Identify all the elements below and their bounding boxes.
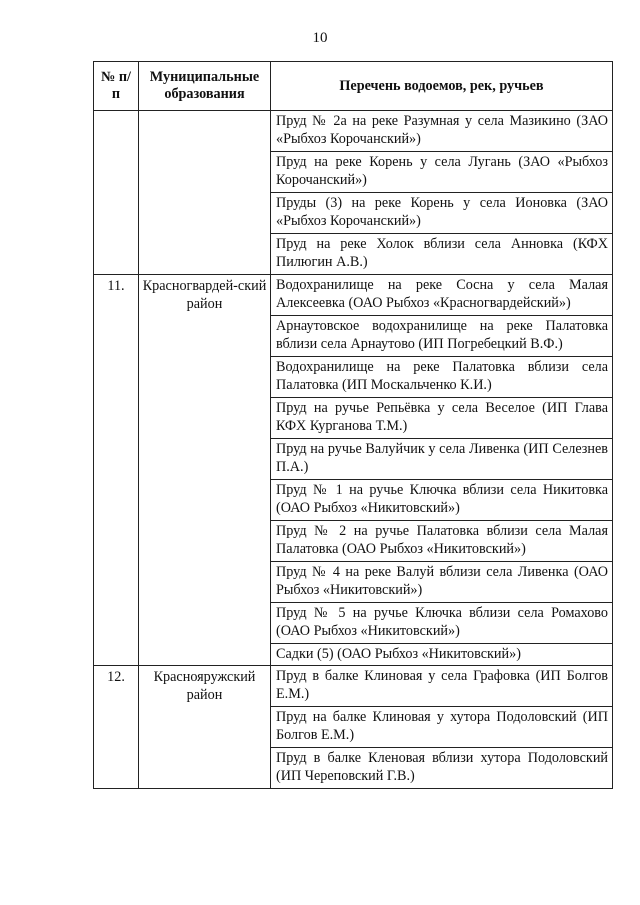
row-number: 12. <box>94 666 139 789</box>
row-number <box>94 111 139 275</box>
header-num: № п/п <box>94 62 139 111</box>
header-list: Перечень водоемов, рек, ручьев <box>271 62 613 111</box>
municipality-name <box>139 111 271 275</box>
water-body-entry: Водохранилище на реке Сосна у села Малая Алексеевка (ОАО Рыбхоз «Красногвардейский») <box>271 275 613 316</box>
water-body-entry: Пруд на ручье Репьёвка у села Веселое (ИП Глава КФХ Курганова Т.М.) <box>271 398 613 439</box>
table-row <box>94 111 613 152</box>
municipality-name: Краснояружский район <box>139 666 271 789</box>
water-body-entry: Садки (5) (ОАО Рыбхоз «Никитовский») <box>271 644 613 666</box>
table-row <box>94 275 613 316</box>
water-body-entry: Пруд на ручье Валуйчик у села Ливенка (ИП Селезнев П.А.) <box>271 439 613 480</box>
water-body-entry: Арнаутовское водохранилище на реке Палатовка вблизи села Арнаутово (ИП Погребецкий В.Ф.) <box>271 316 613 357</box>
table-header-row <box>94 62 613 111</box>
table-body <box>94 111 613 789</box>
water-body-entry: Пруд № 5 на ручье Ключка вблизи села Ромахово (ОАО Рыбхоз «Никитовский») <box>271 603 613 644</box>
municipality-name: Красногвардей-ский район <box>139 275 271 666</box>
water-body-entry: Пруд на реке Корень у села Лугань (ЗАО «Рыбхоз Корочанский») <box>271 152 613 193</box>
page-number: 10 <box>312 30 328 46</box>
water-body-entry: Пруд в балке Клиновая у села Графовка (ИП Болгов Е.М.) <box>271 666 613 707</box>
water-body-entry: Пруд на балке Клиновая у хутора Подоловский (ИП Болгов Е.М.) <box>271 707 613 748</box>
water-body-entry: Пруд № 1 на ручье Ключка вблизи села Никитовка (ОАО Рыбхоз «Никитовский») <box>271 480 613 521</box>
water-body-entry: Пруд № 2 на ручье Палатовка вблизи села Малая Палатовка (ОАО Рыбхоз «Никитовский») <box>271 521 613 562</box>
water-body-entry: Пруды (3) на реке Корень у села Ионовка (ЗАО «Рыбхоз Корочанский») <box>271 193 613 234</box>
water-body-entry: Водохранилище на реке Палатовка вблизи села Палатовка (ИП Москальченко К.И.) <box>271 357 613 398</box>
header-municipality: Муниципальные образования <box>139 62 271 111</box>
water-body-entry: Пруд на реке Холок вблизи села Анновка (КФХ Пилюгин А.В.) <box>271 234 613 275</box>
water-bodies-table <box>93 61 613 789</box>
water-body-entry: Пруд № 4 на реке Валуй вблизи села Ливенка (ОАО Рыбхоз «Никитовский») <box>271 562 613 603</box>
water-body-entry: Пруд в балке Кленовая вблизи хутора Подоловский (ИП Череповский Г.В.) <box>271 748 613 789</box>
water-body-entry: Пруд № 2а на реке Разумная у села Мазикино (ЗАО «Рыбхоз Корочанский») <box>271 111 613 152</box>
table-row <box>94 666 613 707</box>
row-number: 11. <box>94 275 139 666</box>
